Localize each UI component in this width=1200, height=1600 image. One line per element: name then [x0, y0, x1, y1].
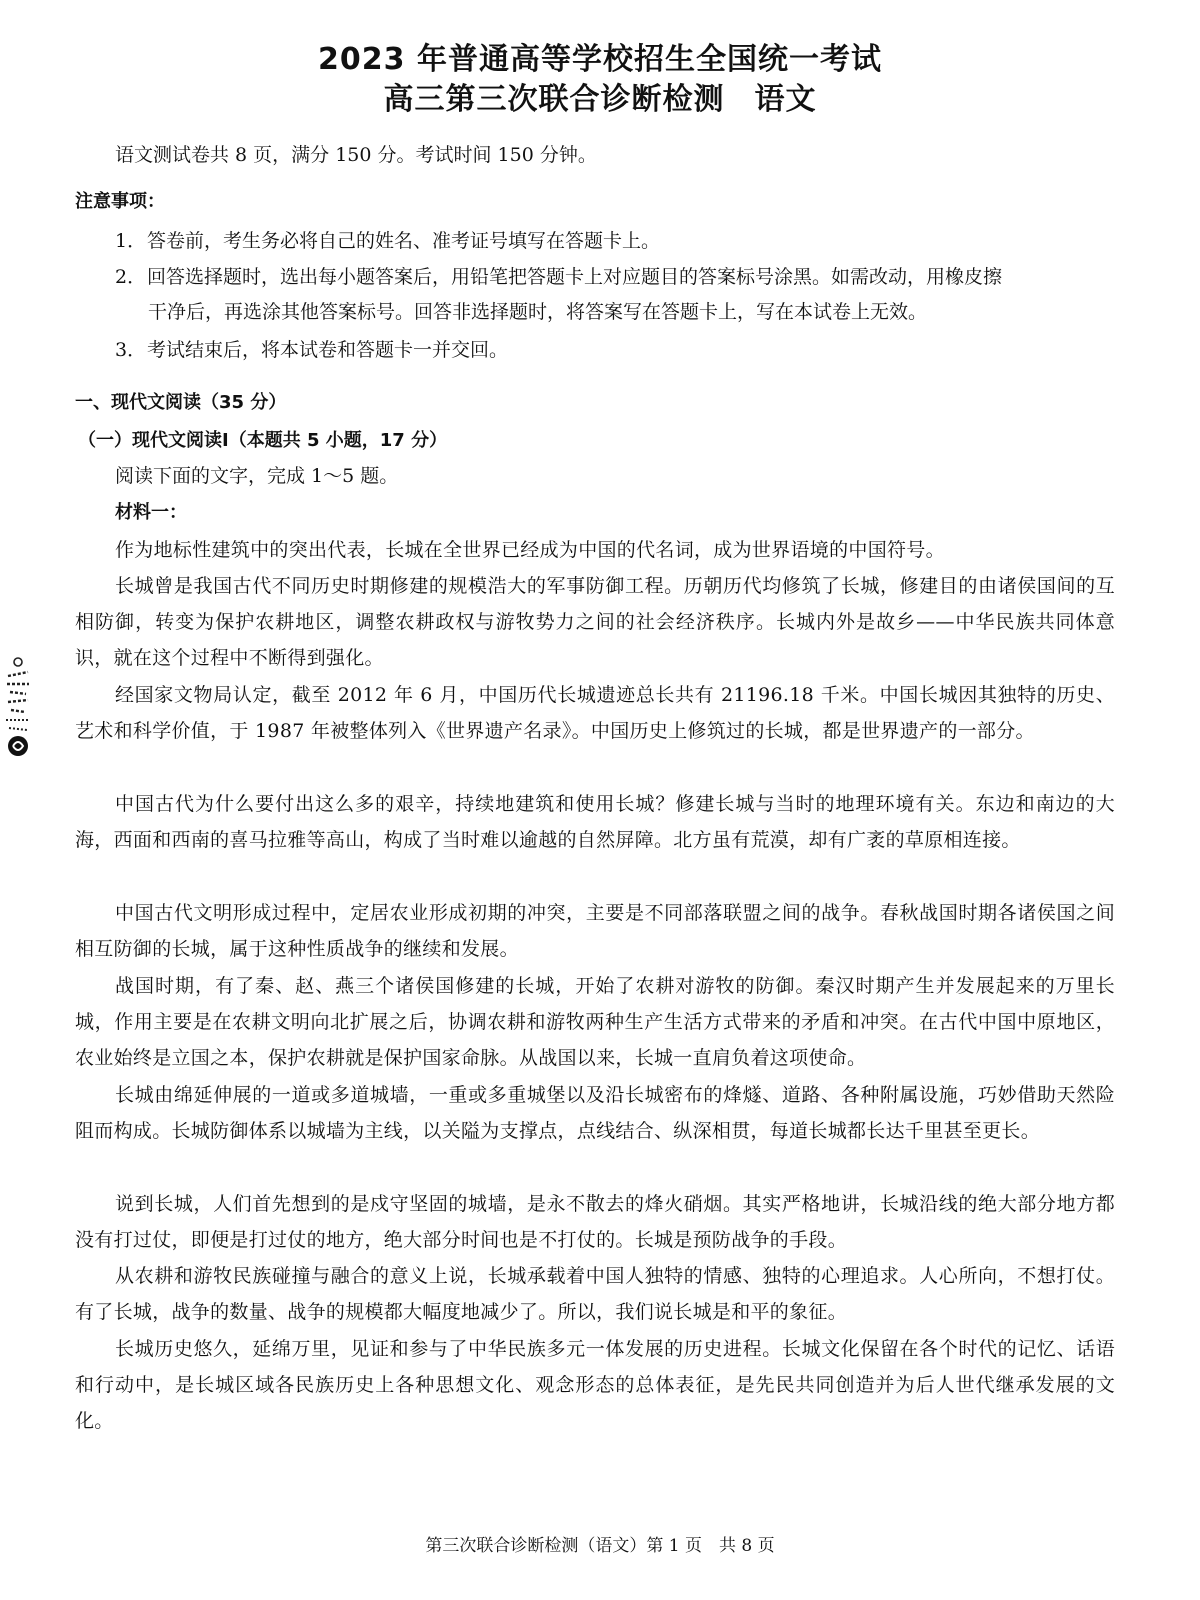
- scan-watermark-icon: [2, 650, 34, 760]
- notice-heading: 注意事项：: [75, 191, 165, 212]
- page-footer: 第三次联合诊断检测（语文）第 1 页 共 8 页: [425, 1536, 775, 1556]
- notice-item-3: [115, 337, 1115, 363]
- notice-item-text: 考试结束后，将本试卷和答题卡一并交回。: [147, 339, 509, 361]
- notice-item-text: 回答选择题时，选出每小题答案后，用铅笔把答题卡上对应题目的答案标号涂黑。如需改动，用橡皮擦: [147, 266, 1003, 288]
- paragraph-2: 长城曾是我国古代不同历史时期修建的规模浩大的军事防御工程。历朝历代均修筑了长城，修建目的由诸侯国间的互相防御，转变为保护农耕地区，调整农耕政权与游牧势力之间的社会经济秩序。长城内外是故乡——中华民族共同体意识，就在这个过程中不断得到强化。: [75, 575, 1115, 669]
- reading-instruction: 阅读下面的文字，完成 1～5 题。: [115, 465, 399, 487]
- paragraph-5: 中国古代文明形成过程中，定居农业形成初期的冲突，主要是不同部落联盟之间的战争。春秋战国时期各诸侯国之间相互防御的长城，属于这种性质战争的继续和发展。: [75, 902, 1115, 960]
- exam-subject: 语文: [754, 82, 817, 117]
- material-label: 材料一：: [115, 502, 187, 523]
- paragraph-3: 经国家文物局认定，截至 2012 年 6 月，中国历代长城遗迹总长共有 21196.18 千米。中国长城因其独特的历史、艺术和科学价值，于 1987 年被整体列入《世界遗产名录》。中国历史上修筑过的长城，都是世界遗产的一部分。: [75, 684, 1115, 742]
- paragraph-10: 长城历史悠久，延绵万里，见证和参与了中华民族多元一体发展的历史进程。长城文化保留在各个时代的记忆、话语和行动中，是长城区域各民族历史上各种思想文化、观念形态的总体表征，是先民共同创造并为后人世代继承发展的文化。: [75, 1338, 1115, 1432]
- notice-item-number: 1．: [115, 230, 147, 252]
- section-heading: 一、现代文阅读（35 分）: [75, 392, 287, 413]
- notice-item-1: [115, 228, 1115, 254]
- paragraph-1: 作为地标性建筑中的突出代表，长城在全世界已经成为中国的代名词，成为世界语境的中国符号。: [115, 539, 945, 561]
- notice-item-text: 答卷前，考生务必将自己的姓名、准考证号填写在答题卡上。: [147, 230, 661, 252]
- notice-item-2: [115, 264, 1115, 290]
- notice-item-number: 3．: [115, 339, 147, 361]
- paragraph-4: 中国古代为什么要付出这么多的艰辛，持续地建筑和使用长城？修建长城与当时的地理环境有关。东边和南边的大海，西面和西南的喜马拉雅等高山，构成了当时难以逾越的自然屏障。北方虽有荒漠，却有广袤的草原相连接。: [75, 793, 1115, 851]
- exam-intro: 语文测试卷共 8 页，满分 150 分。考试时间 150 分钟。: [115, 144, 597, 166]
- notice-item-2-continued: 干净后，再选涂其他答案标号。回答非选择题时，将答案写在答题卡上，写在本试卷上无效。: [148, 301, 928, 323]
- paragraph-9: 从农耕和游牧民族碰撞与融合的意义上说，长城承载着中国人独特的情感、独特的心理追求。人心所向，不想打仗。有了长城，战争的数量、战争的规模都大幅度地减少了。所以，我们说长城是和平的象征。: [75, 1265, 1115, 1323]
- notice-item-number: 2．: [115, 266, 147, 288]
- exam-subtitle-main: 高三第三次联合诊断检测: [383, 82, 725, 117]
- paragraph-8: 说到长城，人们首先想到的是戍守坚固的城墙，是永不散去的烽火硝烟。其实严格地讲，长城沿线的绝大部分地方都没有打过仗，即便是打过仗的地方，绝大部分时间也是不打仗的。长城是预防战争的手段。: [75, 1193, 1115, 1251]
- exam-subtitle: [0, 80, 1200, 120]
- subsection-heading: （一）现代文阅读Ⅰ（本题共 5 小题，17 分）: [78, 430, 448, 451]
- paragraph-6: 战国时期，有了秦、赵、燕三个诸侯国修建的长城，开始了农耕对游牧的防御。秦汉时期产生并发展起来的万里长城，作用主要是在农耕文明向北扩展之后，协调农耕和游牧两种生产生活方式带来的矛盾和冲突。在古代中国中原地区，农业始终是立国之本，保护农耕就是保护国家命脉。从战国以来，长城一直肩负着这项使命。: [75, 975, 1115, 1069]
- paragraph-7: 长城由绵延伸展的一道或多道城墙，一重或多重城堡以及沿长城密布的烽燧、道路、各种附属设施，巧妙借助天然险阻而构成。长城防御体系以城墙为主线，以关隘为支撑点，点线结合、纵深相贯，每道长城都长达千里甚至更长。: [75, 1084, 1115, 1142]
- exam-title: 2023 年普通高等学校招生全国统一考试: [318, 42, 882, 77]
